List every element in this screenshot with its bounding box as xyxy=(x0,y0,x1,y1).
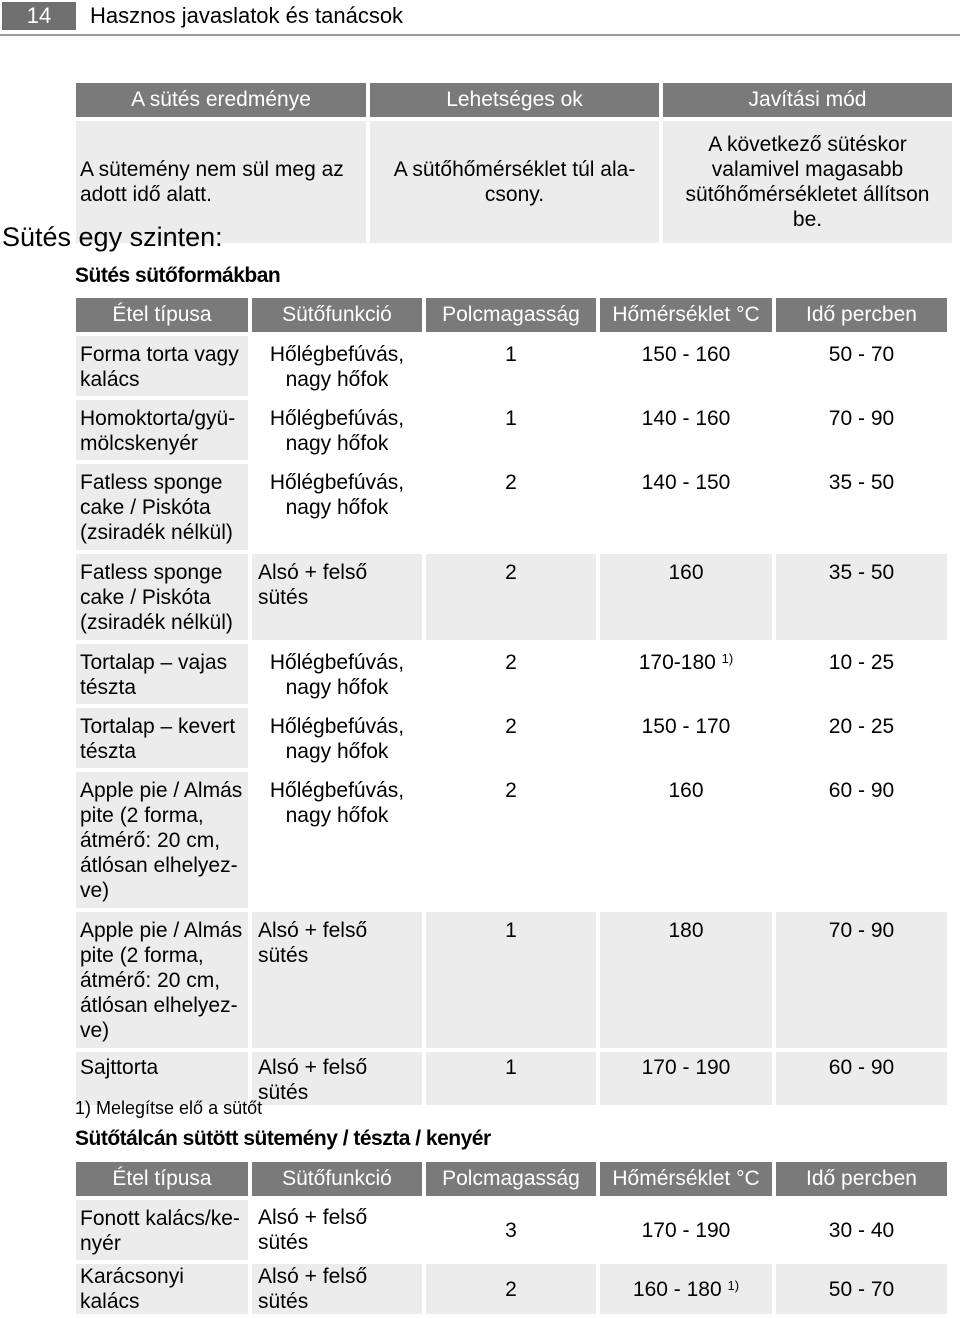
time-cell: 30 - 40 xyxy=(828,1218,895,1242)
function-cell: Hőlégbefúvás, nagy hőfok xyxy=(269,651,405,699)
temperature-cell xyxy=(600,336,772,396)
column-header: Étel típusa xyxy=(76,298,248,332)
temperature-value: 170 - 190 xyxy=(641,1218,731,1242)
time-cell: 10 - 25 xyxy=(828,651,895,674)
function-cell: Alsó + felső sütés xyxy=(252,1052,422,1105)
column-header: Étel típusa xyxy=(76,1162,248,1196)
food-cell: Forma torta vagy kalács xyxy=(76,336,248,396)
shelf-cell: 2 xyxy=(426,1264,596,1314)
table-row xyxy=(76,1264,947,1314)
time-cell: 20 - 25 xyxy=(828,715,895,738)
time-cell: 60 - 90 xyxy=(776,1052,947,1105)
time-cell: 70 - 90 xyxy=(828,407,895,430)
shelf-cell: 2 xyxy=(505,471,517,494)
function-cell: Hőlégbefúvás, nagy hőfok xyxy=(269,471,405,519)
shelf-cell: 2 xyxy=(505,651,517,674)
food-cell: Fonott kalács/ke-nyér xyxy=(76,1200,248,1260)
table-row xyxy=(76,464,947,550)
column-header: Polcmagasság xyxy=(426,1162,596,1196)
function-cell: Hőlégbefúvás, nagy hőfok xyxy=(269,779,405,827)
function-cell: Hőlégbefúvás, nagy hőfok xyxy=(269,407,405,455)
food-cell: Tortalap – vajas tészta xyxy=(76,644,248,704)
time-cell: 70 - 90 xyxy=(776,912,947,1048)
temperature-value: 150 - 160 xyxy=(641,343,731,366)
time-cell: 60 - 90 xyxy=(828,779,895,802)
page-number: 14 xyxy=(2,2,76,30)
column-header: Sütőfunkció xyxy=(252,1162,422,1196)
time-cell: 50 - 70 xyxy=(828,343,895,366)
table-row xyxy=(76,644,947,704)
header-divider xyxy=(0,34,960,36)
temperature-cell xyxy=(600,1264,772,1314)
table-row xyxy=(76,554,947,640)
time-cell: 35 - 50 xyxy=(828,471,895,494)
shelf-cell: 2 xyxy=(426,554,596,640)
food-cell: Apple pie / Almás pite (2 forma, átmérő: 20 cm, átlósan elhelyez-ve) xyxy=(76,912,248,1048)
table-row xyxy=(76,400,947,460)
table-cell: A következő sütéskor valamivel magasabb sütőhőmérsékletet állítson be. xyxy=(663,121,952,243)
table-row xyxy=(76,1200,947,1260)
column-header: Sütőfunkció xyxy=(252,298,422,332)
food-cell: Sajttorta xyxy=(76,1052,248,1105)
column-header: A sütés eredménye xyxy=(76,83,366,117)
temperature-cell xyxy=(600,772,772,908)
tin-baking-table xyxy=(72,294,951,1109)
subsection-heading: Sütőtálcán sütött sütemény / tészta / kenyér xyxy=(75,1127,491,1150)
footnote-marker: 1) xyxy=(721,651,734,666)
food-cell: Apple pie / Almás pite (2 forma, átmérő: 20 cm, átlósan elhelyez-ve) xyxy=(76,772,248,908)
food-cell: Homoktorta/gyü-mölcskenyér xyxy=(76,400,248,460)
temperature-value: 160 xyxy=(668,561,704,584)
function-cell: Alsó + felső sütés xyxy=(252,1264,422,1314)
temperature-value: 170-180 xyxy=(638,651,716,674)
column-header: Idő percben xyxy=(776,298,947,332)
tray-baking-table xyxy=(72,1158,951,1318)
column-header: Hőmérséklet °C xyxy=(600,298,772,332)
table-row xyxy=(76,336,947,396)
subsection-heading: Sütés sütőformákban xyxy=(75,264,281,287)
column-header: Idő percben xyxy=(776,1162,947,1196)
column-header: Polcmagasság xyxy=(426,298,596,332)
shelf-cell: 1 xyxy=(505,407,517,430)
shelf-cell: 3 xyxy=(505,1218,517,1242)
function-cell: Hőlégbefúvás, nagy hőfok xyxy=(269,715,405,763)
function-cell: Hőlégbefúvás, nagy hőfok xyxy=(269,343,405,391)
temperature-value: 160 xyxy=(668,779,704,802)
temperature-value: 170 - 190 xyxy=(641,1056,731,1079)
temperature-cell xyxy=(600,1200,772,1260)
food-cell: Karácsonyi kalács xyxy=(76,1264,248,1314)
time-cell: 50 - 70 xyxy=(776,1264,947,1314)
shelf-cell: 1 xyxy=(426,1052,596,1105)
time-cell: 35 - 50 xyxy=(776,554,947,640)
food-cell: Fatless sponge cake / Piskóta (zsiradék nélkül) xyxy=(76,554,248,640)
shelf-cell: 2 xyxy=(505,779,517,802)
temperature-value: 160 - 180 xyxy=(632,1277,722,1301)
page-title: Hasznos javaslatok és tanácsok xyxy=(90,3,404,28)
column-header: Hőmérséklet °C xyxy=(600,1162,772,1196)
temperature-value: 140 - 160 xyxy=(641,407,731,430)
table-cell: A sütőhőmérséklet túl ala-csony. xyxy=(370,121,659,243)
temperature-cell xyxy=(600,708,772,768)
temperature-value: 140 - 150 xyxy=(641,471,731,494)
temperature-cell xyxy=(600,464,772,550)
function-cell: Alsó + felső sütés xyxy=(252,554,422,640)
temperature-cell xyxy=(600,912,772,1048)
column-header: Lehetséges ok xyxy=(370,83,659,117)
shelf-cell: 1 xyxy=(505,343,517,366)
table-row xyxy=(76,708,947,768)
footnote-marker: 1) xyxy=(727,1277,740,1293)
temperature-cell xyxy=(600,554,772,640)
shelf-cell: 2 xyxy=(505,715,517,738)
footnote: 1) Melegítse elő a sütőt xyxy=(75,1098,263,1118)
temperature-value: 150 - 170 xyxy=(641,715,731,738)
temperature-cell xyxy=(600,644,772,704)
food-cell: Fatless sponge cake / Piskóta (zsiradék nélkül) xyxy=(76,464,248,550)
temperature-cell xyxy=(600,400,772,460)
food-cell: Tortalap – kevert tészta xyxy=(76,708,248,768)
column-header: Javítási mód xyxy=(663,83,952,117)
temperature-value: 180 xyxy=(668,919,704,942)
table-row xyxy=(76,912,947,1048)
table-row xyxy=(76,772,947,908)
temperature-cell xyxy=(600,1052,772,1105)
section-heading: Sütés egy szinten: xyxy=(2,222,223,252)
function-cell: Alsó + felső sütés xyxy=(252,912,422,1048)
function-cell: Alsó + felső sütés xyxy=(258,1206,368,1254)
table-cell: A sütemény nem sül meg az adott idő alatt. xyxy=(76,121,366,243)
shelf-cell: 1 xyxy=(426,912,596,1048)
